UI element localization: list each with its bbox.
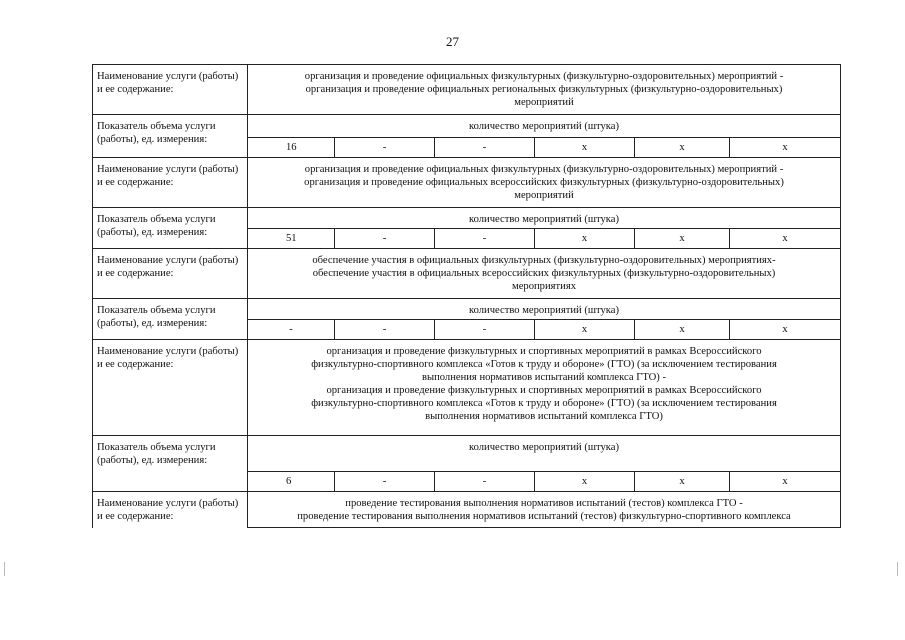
value-cell: х [635,472,730,492]
value-cell: - [435,320,535,340]
volume-indicator-label: Показатель объема услуги (работы), ед. измерения: [93,208,248,249]
volume-unit: количество мероприятий (штука) [248,436,841,472]
service-name-label: Наименование услуги (работы) и ее содержание: [93,65,248,115]
volume-unit-row [93,436,841,472]
service-content: обеспечение участия в официальных физкультурных (физкультурно-оздоровительных) мероприятиях- обеспечение участия в официальных всероссийских физкультурных (физкультурно-оздоровительных) мероприятиях [248,249,841,299]
service-content: организация и проведение официальных физкультурных (физкультурно-оздоровительных) мероприятий - организация и проведение официальных региональных физкультурных (физкультурно-оздоровительных) мероприятий [248,65,841,115]
service-row [93,249,841,299]
services-table [92,64,841,528]
value-cell: - [335,138,435,158]
value-cell: х [730,472,841,492]
value-cell: 16 [248,138,335,158]
value-cell: - [335,472,435,492]
value-cell: - [335,229,435,249]
value-cell: - [435,229,535,249]
service-content: организация и проведение физкультурных и спортивных мероприятий в рамках Всероссийского физкультурно-спортивного комплекса «Готов к труду и обороне» (ГТО) (за исключением тестирования выполнения нормативов испытаний комплекса ГТО) - организация и проведение физкультурных и спортивных мероприятий в рамках Всероссийского физкультурно-спортивного комплекса «Готов к труду и обороне» (ГТО) (за исключением тестирования выполнения нормативов испытаний комплекса ГТО) [248,340,841,436]
volume-unit: количество мероприятий (штука) [248,299,841,320]
volume-indicator-label: Показатель объема услуги (работы), ед. измерения: [93,115,248,158]
volume-indicator-label: Показатель объема услуги (работы), ед. измерения: [93,436,248,492]
value-cell: х [635,320,730,340]
volume-unit-row [93,208,841,229]
page-number: 27 [446,34,459,49]
service-row [93,492,841,528]
margin-mark [4,562,5,576]
value-cell: х [730,138,841,158]
volume-unit: количество мероприятий (штука) [248,208,841,229]
service-row [93,158,841,208]
volume-unit-row [93,299,841,320]
margin-mark [897,562,898,576]
value-cell: - [248,320,335,340]
volume-indicator-label: Показатель объема услуги (работы), ед. измерения: [93,299,248,340]
service-name-label: Наименование услуги (работы) и ее содержание: [93,158,248,208]
value-cell: х [535,229,635,249]
value-cell: - [335,320,435,340]
value-cell: 6 [248,472,335,492]
value-cell: х [730,229,841,249]
service-content: проведение тестирования выполнения нормативов испытаний (тестов) комплекса ГТО - проведение тестирования выполнения нормативов испытаний (тестов) физкультурно-спортивного комплекса [248,492,841,528]
volume-unit: количество мероприятий (штука) [248,115,841,138]
value-cell: х [635,229,730,249]
service-row [93,65,841,115]
volume-unit-row [93,115,841,138]
value-cell: - [435,472,535,492]
service-name-label: Наименование услуги (работы) и ее содержание: [93,249,248,299]
service-name-label: Наименование услуги (работы) и ее содержание: [93,340,248,436]
value-cell: х [635,138,730,158]
value-cell: х [535,320,635,340]
service-row [93,340,841,436]
service-content: организация и проведение официальных физкультурных (физкультурно-оздоровительных) мероприятий - организация и проведение официальных всероссийских физкультурных (физкультурно-оздоровительных) мероприятий [248,158,841,208]
value-cell: х [535,138,635,158]
value-cell: х [535,472,635,492]
service-name-label: Наименование услуги (работы) и ее содержание: [93,492,248,528]
value-cell: 51 [248,229,335,249]
value-cell: - [435,138,535,158]
value-cell: х [730,320,841,340]
